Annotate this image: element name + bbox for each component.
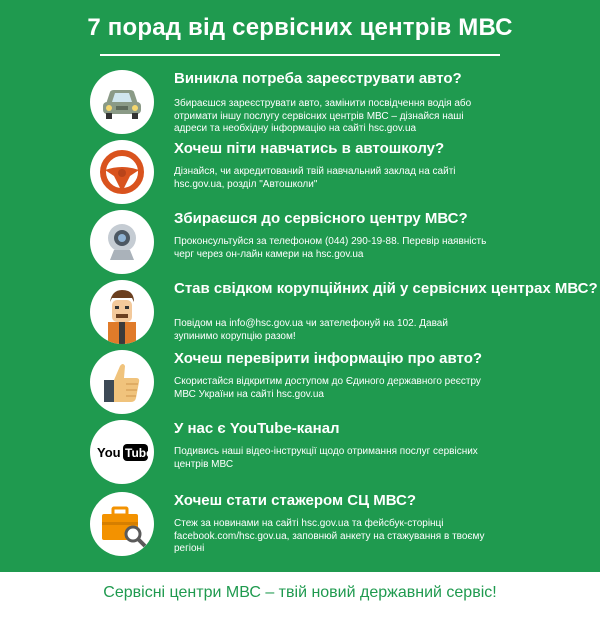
tip-service-center — [90, 210, 570, 280]
tip-corruption — [90, 280, 598, 350]
tip-text: Стеж за новинами на сайті hsc.gov.ua та фейсбук-сторінці facebook.com/hsc.gov.ua, заповнюй анкету на стажування в твоєму регіоні — [174, 518, 485, 554]
thumbs-up-icon — [90, 350, 154, 414]
tip-heading: Виникла потреба зареєструвати авто? — [174, 70, 462, 87]
tip-heading: Хочеш перевірити інформацію про авто? — [174, 350, 483, 367]
tip-heading: Хочеш піти навчатись в автошколу? — [174, 140, 445, 157]
tip-heading: Став свідком корупційних дій у сервісних центрах МВС? — [174, 280, 598, 297]
tip-text: Скористайся відкритим доступом до Єдиного державного реєстру МВС України на сайті hsc.gov.ua — [174, 376, 481, 400]
tip-heading: У нас є YouTube-канал — [174, 420, 340, 437]
briefcase-search-icon — [90, 492, 154, 556]
car-icon — [90, 70, 154, 134]
tip-text: Повідом на info@hsc.gov.ua чи зателефонуй на 102. Давай зупинимо корупцію разом! — [174, 318, 448, 342]
tip-heading: Збираєшся до сервісного центру МВС? — [174, 210, 468, 227]
tip-youtube — [90, 420, 570, 490]
tip-check-car-info — [90, 350, 570, 420]
footer-slogan: Сервісні центри МВС – твій новий державний сервіс! — [103, 584, 497, 601]
tip-text: Проконсультуйся за телефоном (044) 290-19-88. Перевір наявність черг через он-лайн камери на hsc.gov.ua — [174, 236, 487, 260]
title-underline — [100, 54, 500, 56]
tip-text: Збираєшся зареєструвати авто, замінити посвідчення водія або отримати іншу послугу сервісних центрів МВС – дізнайся наші адреси та необхідну інформацію на сайті hsc.gov.ua — [174, 98, 472, 134]
tip-text: Дізнайся, чи акредитований твій навчальний заклад на сайті hsc.gov.ua, розділ "Автошколи" — [174, 166, 456, 190]
svg-text:Tube: Tube — [125, 446, 153, 460]
steering-wheel-icon — [90, 140, 154, 204]
person-icon — [90, 280, 154, 344]
webcam-icon — [90, 210, 154, 274]
tip-driving-school — [90, 140, 570, 210]
youtube-icon — [90, 420, 154, 484]
tip-internship — [90, 492, 570, 562]
page-title: 7 порад від сервісних центрів МВС — [87, 14, 513, 41]
tip-text: Подивись наші відео-інструкції щодо отримання послуг сервісних центрів МВС — [174, 446, 478, 470]
tip-heading: Хочеш стати стажером СЦ МВС? — [174, 492, 416, 509]
svg-text:You: You — [97, 445, 121, 460]
tip-register-car — [90, 70, 570, 140]
